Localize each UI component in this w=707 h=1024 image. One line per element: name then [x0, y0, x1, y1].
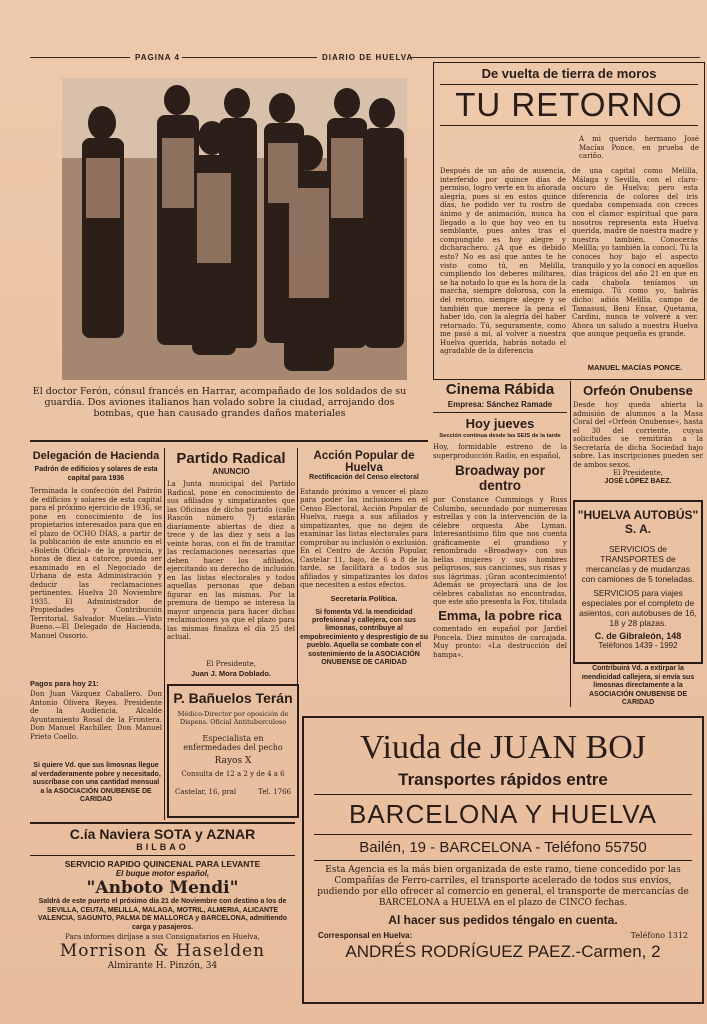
doctor-xray: Rayos X: [214, 756, 252, 766]
orfeon-title: Orfeón Onubense: [583, 383, 693, 398]
naviera-info: Para informes diríjase a sus Consignatarios en Huelva,: [65, 933, 260, 941]
cinema-rabida-ad: [433, 381, 567, 707]
fomenta-notice: Si fomenta Vd. la mendicidad profesional y callejera, con sus limosnas, contribuye al empobrecimiento y desprestigio de su pueblo. Aquella se combate con el sostenimiento de la ASOCIACIÓN ONUBENSE DE CARIDAD: [300, 608, 428, 666]
autobus-service2: SERVICIOS para viajes especiales por el completo de asientos, con autobuses de 16, 18 y 28 plazas.: [579, 588, 697, 628]
autobus-address: C. de Gibraleón, 148: [594, 631, 682, 641]
orfeon-body: Desde hoy queda abierta la admisión de alumnos a la Masa Coral del «Orfeón Onubense», hasta el 30 del corriente, cuyas solicitudes se remitirán a la Secretaría de dicha Sociedad bajo sobre. Las inscripciones pueden ser de ambos sexos.: [573, 401, 703, 469]
viuda-address: Bailén, 19 - BARCELONA - Teléfono 55750: [359, 839, 647, 856]
column-rule: [570, 381, 571, 707]
orfeon-sig2: JOSÉ LÓPEZ BAEZ.: [604, 477, 672, 485]
naviera-city: BILBAO: [136, 842, 189, 852]
viuda-cta: Al hacer sus pedidos téngalo en cuenta.: [388, 913, 618, 927]
accion-signature: Secretaría Política.: [330, 593, 398, 603]
partido-sig1: El Presidente,: [206, 660, 256, 668]
photo-caption: El doctor Ferón, cónsul francés en Harrar, acompañado de los soldados de su guardia. Dos aviones italianos han volado sobre la ciudad, arrojando dos bombas, que han causado grandes daños materiales: [32, 386, 407, 419]
accion-popular-notice: [300, 450, 428, 667]
doctor-address: Castelar, 16, pral: [175, 788, 237, 796]
header-rule: [30, 57, 130, 58]
doctor-specialty: Especialista en enfermedades del pecho: [183, 734, 283, 752]
doctor-name: P. Bañuelos Terán: [173, 690, 293, 706]
viuda-body: Esta Agencia es la más bien organizada de este ramo, tiene concedido por las Compañías de Ferro-carriles, el transporte acelerado de todos sus envíos, pudiendo por ello ofrecer al comercio en general, el transporte de mercancías de BARCELONA a HUELVA en el plazo de CINCO fechas.: [317, 865, 689, 908]
autobus-phones: Teléfonos 1439 - 1992: [598, 641, 678, 650]
viuda-juan-boj-ad: [302, 716, 704, 1004]
contribuya-notice: Contribuirá Vd. a extirpar la mendicidad callejera, si envía sus limosnas directamente a la ASOCIACIÓN ONUBENSE DE CARIDAD: [581, 665, 695, 706]
news-photo: [62, 78, 407, 380]
banuelos-ad: [167, 684, 299, 818]
section-rule: [30, 440, 428, 442]
partido-body: La Junta municipal del Partido Radical, pone en conocimiento de sus afiliados y simpatizantes que las Oficinas de dicho partido (calle Rascón número 7) estarán diariamente abiertas de diez a trece y de las diez y seis a las veinte horas, con el fin de tramitar las reclamaciones necesarias que deben hacer los afiliados, ejercitando su derecho de inclusión en las listas electorales y todos aquellas personas que deban figurar en las mismas. Por la premura de tiempo se interesa la mayor urgencia para hacer dichas reclamaciones ya que el plazo para las mismas finaliza el día 25 del actual.: [167, 480, 295, 641]
doctor-title: Médico-Director por oposición de Dispens. Oficial Antituberculoso: [177, 710, 289, 726]
article-column-2: de una capital como Melilla, Málaga y Sevilla, con el claro-oscuro de Huelva; pero esta diferencia de colores del iris quedaba compensada con creces con el clamor espiritual que para nosotros representa esta Huelva querida, madre de nuestra madre y nuestra también. Conocerás Melilla; yo también la conocí. Tú la conoces hoy bajo el aspecto tranquilo y yo la conocí en aquellos días trágicos del año 21 en que en cada chabola teníamos un enemigo. Tú como yo, habrás dicho: adiós Melilla, campo de Tamasusi, Beni Ensar, Quetama, Cardini, nunca te volveré a ver. Ahora un saludo a nuestra Huelva que aunque pequeña es grande.: [572, 167, 698, 339]
page-number: PAGINA 4: [135, 53, 180, 62]
pagos-title: Pagos para hoy 21:: [30, 679, 99, 688]
column-rule: [297, 448, 298, 710]
orfeon-notice: [573, 383, 703, 485]
naviera-title: C.ía Naviera SOTA y AZNAR: [69, 826, 256, 842]
accion-subtitle: Rectificación del Censo electoral: [309, 474, 419, 481]
autobus-service1: SERVICIOS de TRANSPORTES de mercancías y de mudanzas con camiones de 5 toneladas.: [581, 544, 695, 584]
naviera-ship-label: El buque motor español,: [115, 869, 210, 878]
naviera-service: SERVICIO RAPIDO QUINCENAL PARA LEVANTE: [64, 859, 261, 869]
column-rule: [164, 448, 165, 820]
dedication: A mi querido hermano José Macías Ponce, en prueba de cariño.: [579, 135, 699, 160]
divider: [314, 860, 692, 861]
huelva-autobus-ad: [573, 500, 703, 664]
viuda-contact-row: [318, 931, 688, 940]
viuda-title: Viuda de JUAN BOJ: [360, 729, 646, 766]
paper-name: DIARIO DE HUELVA: [322, 53, 414, 62]
accion-title: Acción Popular de Huelva: [313, 450, 415, 474]
header-rule: [410, 57, 700, 58]
viuda-phone: Teléfono 1312: [630, 931, 688, 940]
cinema-empresa: Empresa: Sánchez Ramade: [447, 400, 553, 409]
cinema-title: Cinema Rábida: [445, 381, 555, 398]
film-description: por Constance Cummings y Russ Columbo, secundado por numerosas estrellas y con la intervención de la célebre orquesta Abe Lyman. Interesantísimo film que nos cuenta gráficamente el grandioso y renombrado «Broadway» con sus bellas mujeres y sus hombres peligrosos, sus canciones, sus risas y sus lágrimas. ¡Gran acontecimiento! Además se proyectará una de los célebres cabalistas no encontradas, que este año presenta la Fox, titulada: [433, 496, 567, 606]
retorno-article: [433, 62, 705, 380]
cinema-day: Hoy jueves: [465, 416, 535, 431]
viuda-cities: BARCELONA Y HUELVA: [349, 799, 657, 829]
soldiers-photo-image: [62, 78, 407, 380]
article-column-1: Después de un año de ausencia, interferido por quince días de permiso, logro verte en tu añorada alegría, pues si en estos quince días, he podido ver tu rostro de ánimo y de animación, nunca ha llegado a lo que hoy veo en tu semblante, pues antes tras el compungido es hoy alegre y dicharachero. ¿A qué es debido esto? No es así que antes te he visto como tú, en Melilla, cumpliendo los deberes militares, se ha notado lo que es la hora de la marcha, siempre dolorosa, con la del retorno, siempre alegre y se también que merece la pena el haber ido, con la alegría del haber retornado. Tú, seguramente, como me pasó a mí, al volver a nuestra Huelva querida, habrás notado el agradable de la diferencia: [440, 167, 566, 356]
cinema-session: Sección continua desde las SEIS de la tarde: [439, 433, 561, 439]
delegacion-title: Delegación de Hacienda: [32, 450, 160, 462]
cinema-intro: Hoy, formidable estreno de la superproducción Radio, en español,: [433, 443, 567, 460]
viuda-representative: ANDRÉS RODRÍGUEZ PAEZ.-Carmen, 2: [345, 942, 661, 961]
naviera-agents: Morrison & Haselden: [59, 941, 266, 961]
divider: [314, 834, 692, 835]
divider: [314, 794, 692, 795]
delegacion-body: Terminada la confección del Padrón de edificios y solares de esta capital para el próximo ejercicio de 1936, se pone en conocimiento de los propietarios interesados para que en el plazo de OCHO DÍAS, a partir de la publicación de este anuncio en el «Boletín Oficial» de la provincia, y horas de diez a catorce, pueda ser examinado en el Negociado de Urbana de esta Administración y deducir las reclamaciones pertinentes. Huelva 20 Noviembre 1935. El Administrador de Propiedades y Contribución Territorial, Salvador Muelas.—Visto Bueno.—El Delegado de Hacienda, Manuel Ossorio.: [30, 487, 162, 640]
partido-subtitle: ANUNCIO: [212, 467, 250, 476]
accion-body: Estando próximo a vencer el plazo para poder las inclusiones en el Censo Electoral, Acción Popular de Huelva, ruega a sus afiliados y simpatizantes, que no dejen de examinar las listas electorales para comprobar su inclusión o exclusión. En el Centro de Acción Popular, Castelar 11, bajo, de 6 a 8 de la tarde, se facilitará a todos sus afiliados y simpatizantes los datos que necesiten a estos efectos.: [300, 487, 428, 589]
article-signature: MANUEL MACÍAS PONCE.: [587, 363, 683, 372]
partido-sig2: Juan J. Mora Doblado.: [190, 668, 271, 678]
film-title: Broadway por dentro: [454, 463, 546, 493]
partido-radical-notice: [167, 450, 295, 678]
doctor-contact: [175, 788, 291, 796]
naviera-route: Saldrá de este puerto el próximo día 21 de Noviembre con destino a los de SEVILLA, CEUTA, MELILLA, MALAGA, MOTRIL, ALMERIA, ALICANTE VALENCIA, SAGUNTO, PALMA DE MALLORCA y BARCELONA, admitiendo carga y pasajeros.: [37, 898, 288, 931]
divider: [433, 412, 567, 413]
delegacion-subtitle: Padrón de edificios y solares de esta capital para 1936: [34, 466, 158, 482]
film2-description: comentado en español por Jardiel Poncela. Diez minutos de carcajada. Muy pronto: «La destrucción del hampa».: [433, 625, 567, 659]
divider: [440, 125, 698, 126]
section-rule: [30, 822, 295, 824]
naviera-address: Almirante H. Pinzón, 34: [107, 961, 218, 971]
pagos-list: Don Juan Vázquez Caballero. Don Antonio Olivera Reyes. Presidente de la Audiencia. Alcalde Ayuntamiento Rosal de la Frontera. Don Manuel Rachiller. Don Manuel Prieto Coello.: [30, 690, 162, 741]
orfeon-sig1: El Presidente,: [613, 469, 663, 477]
viuda-rep-label: Corresponsal en Huelva:: [318, 931, 413, 940]
partido-title: Partido Radical: [176, 450, 286, 467]
ship-name: "Anboto Mendi": [86, 878, 239, 898]
limosnas-notice: Si quiere Vd. que sus limosnas llegue al verdaderamente pobre y necesitado, suscríbase con una cantidad mensual a la ASOCIACIÓN ONUBENSE DE CARIDAD: [31, 762, 161, 803]
delegacion-notice: [30, 450, 162, 741]
divider: [30, 855, 295, 856]
header-rule: [182, 57, 317, 58]
viuda-subtitle: Transportes rápidos entre: [398, 770, 608, 789]
doctor-hours: Consulta de 12 a 2 y de 4 a 6: [181, 770, 285, 778]
doctor-phone: Tel. 1766: [258, 788, 291, 796]
naviera-ad: [30, 826, 295, 971]
film2-title: Emma, la pobre rica: [438, 608, 562, 623]
article-kicker: De vuelta de tierra de moros: [481, 66, 657, 81]
autobus-title: "HUELVA AUTOBÚS" S. A.: [577, 508, 699, 536]
article-title: TU RETORNO: [455, 86, 683, 123]
